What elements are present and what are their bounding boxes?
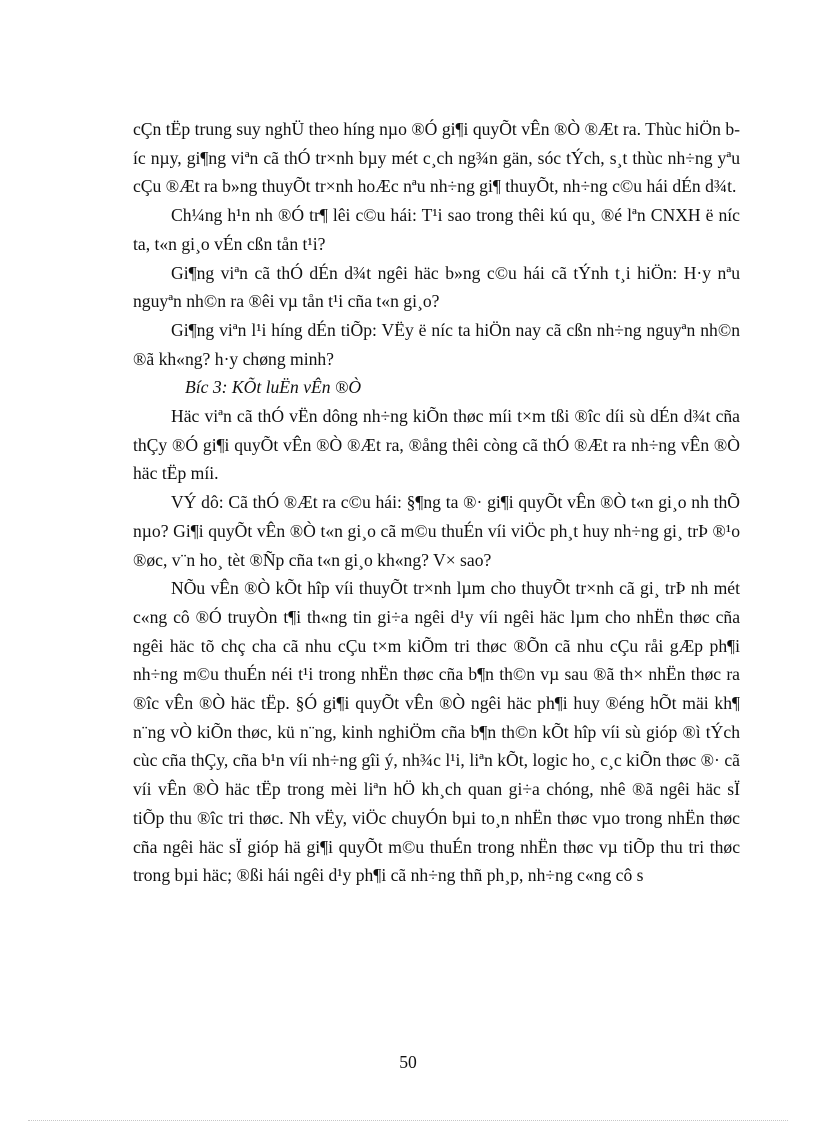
- paragraph: Gi¶ng viªn l¹i híng dÉn tiÕp: VËy ë níc ta hiÖn nay cã cßn nh÷ng nguyªn nh©n ®ã kh«ng? h·y chøng minh?: [133, 319, 740, 369]
- step-heading: Bíc 3: KÕt luËn vÊn ®Ò: [185, 377, 362, 398]
- paragraph: NÕu vÊn ®Ò kÕt hîp víi thuyÕt tr×nh lµm cho thuyÕt tr×nh cã gi¸ trÞ nh mét c«ng cô ®Ó truyÒn t¶i th«ng tin gi÷a ngêi d¹y víi ngêi häc lµm cho nhËn thøc cña ngêi häc tõ chç cha cã nhu cÇu t×m kiÕm tri thøc ®Õn cã nhu cÇu råi gÆp ph¶i nh÷ng m©u thuÉn néi t¹i trong nhËn thøc cña b¶n th©n vµ sau ®ã th× nhËn thøc ra ®îc vÊn ®Ò häc tËp. §Ó gi¶i quyÕt vÊn ®Ò ngêi häc ph¶i huy ®éng hÕt mäi kh¶ n¨ng vÒ kiÕn thøc, kü n¨ng, kinh nghiÖm cña b¶n th©n kÕt hîp víi sù gióp ®ì tÝch cùc cña thÇy, cña b¹n víi nh÷ng gîi ý, nh¾c l¹i, liªn kÕt, logic ho¸ c¸c kiÕn thøc ®· cã víi vÊn ®Ò häc tËp trong mèi liªn hÖ kh¸ch quan gi÷a chóng, nhê ®ã ngêi häc sÏ tiÕp thu ®îc tri thøc. Nh vËy, viÖc chuyÓn bµi to¸n nhËn thøc vµo trong nhËn thøc cña ngêi häc sÏ gióp hä gi¶i quyÕt m©u thuÉn trong nhËn thøc vµ tiÕp thu tri thøc trong bµi häc; ®ßi hái ngêi d¹y ph¶i cã nh÷ng thñ ph¸p, nh÷ng c«ng cô s: [133, 578, 740, 886]
- paragraph: cÇn tËp trung suy nghÜ theo híng nµo ®Ó gi¶i quyÕt vÊn ®Ò ®Æt ra. Thùc hiÖn bíc nµy, gi¶ng viªn cã thÓ tr×nh bµy mét c¸ch ng¾n gän, sóc tÝch, s¸t thùc nh÷ng yªu cÇu ®Æt ra b»ng thuyÕt tr×nh hoÆc nªu nh÷ng gi¶ thuyÕt, nh÷ng c©u hái dÉn d¾t.: [133, 119, 740, 197]
- page-bottom-divider: [28, 1120, 788, 1121]
- paragraph: Häc viªn cã thÓ vËn dông nh÷ng kiÕn thøc míi t×m tßi ®îc díi sù dÉn d¾t cña thÇy ®Ó gi¶i quyÕt vÊn ®Ò ®Æt ra, ®ång thêi còng cã thÓ ®Æt ra nh÷ng vÊn ®Ò häc tËp míi.: [133, 406, 740, 484]
- paragraph: Gi¶ng viªn cã thÓ dÉn d¾t ngêi häc b»ng c©u hái cã tÝnh t¸i hiÖn: H·y nªu nguyªn nh©n ra ®êi vµ tån t¹i cña t«n gi¸o?: [133, 262, 740, 312]
- paragraph: Ch¼ng h¹n nh ®Ó tr¶ lêi c©u hái: T¹i sao trong thêi kú qu¸ ®é lªn CNXH ë níc ta, t«n gi¸o vÉn cßn tån t¹i?: [133, 205, 740, 254]
- paragraph: VÝ dô: Cã thÓ ®Æt ra c©u hái: §¶ng ta ®· gi¶i quyÕt vÊn ®Ò t«n gi¸o nh thÕ nµo? Gi¶i quyÕt vÊn ®Ò t«n gi¸o cã m©u thuÉn víi viÖc ph¸t huy nh÷ng gi¸ trÞ ®¹o ®øc, v¨n ho¸ tèt ®Ñp cña t«n gi¸o kh«ng? V× sao?: [133, 492, 740, 570]
- page-number: 50: [399, 1052, 417, 1072]
- body-text: [133, 115, 740, 890]
